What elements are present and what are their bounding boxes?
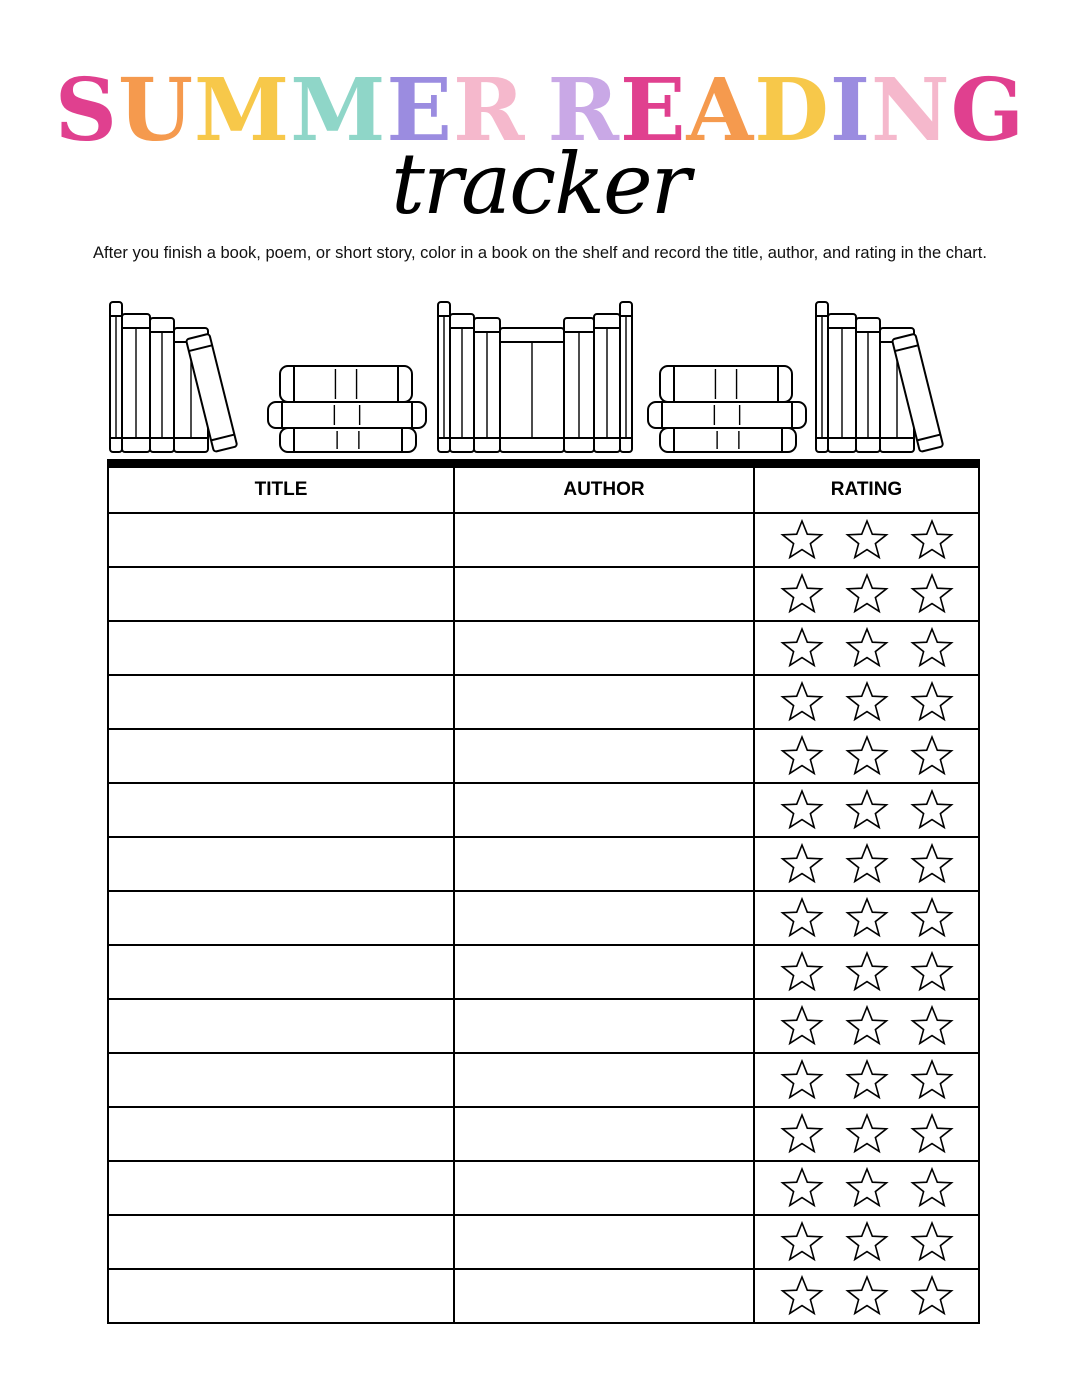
star-outline-icon[interactable] xyxy=(910,734,954,778)
author-cell[interactable] xyxy=(454,567,754,621)
title-cell[interactable] xyxy=(108,945,454,999)
star-outline-icon[interactable] xyxy=(780,1166,824,1210)
star-outline-icon[interactable] xyxy=(845,626,889,670)
title-cell[interactable] xyxy=(108,999,454,1053)
table-row xyxy=(108,1053,979,1107)
star-rating xyxy=(755,838,978,890)
star-rating xyxy=(755,1000,978,1052)
author-cell[interactable] xyxy=(454,1269,754,1323)
rating-cell xyxy=(754,621,979,675)
star-rating xyxy=(755,622,978,674)
title-letter: D xyxy=(754,60,830,161)
star-outline-icon[interactable] xyxy=(910,572,954,616)
rating-cell xyxy=(754,837,979,891)
star-outline-icon[interactable] xyxy=(845,950,889,994)
star-outline-icon[interactable] xyxy=(910,950,954,994)
star-outline-icon[interactable] xyxy=(845,896,889,940)
title-cell[interactable] xyxy=(108,1053,454,1107)
star-outline-icon[interactable] xyxy=(910,1166,954,1210)
rating-cell xyxy=(754,513,979,567)
rating-cell xyxy=(754,1269,979,1323)
column-header-author: AUTHOR xyxy=(454,464,754,514)
title-cell[interactable] xyxy=(108,891,454,945)
instructions-text: After you finish a book, poem, or short story, color in a book on the shelf and record the title, author, and rating in the chart. xyxy=(93,244,987,262)
table-row xyxy=(108,513,979,567)
rating-cell xyxy=(754,1053,979,1107)
title-cell[interactable] xyxy=(108,1269,454,1323)
star-outline-icon[interactable] xyxy=(910,1274,954,1318)
table-row xyxy=(108,783,979,837)
author-cell[interactable] xyxy=(454,783,754,837)
table-row xyxy=(108,621,979,675)
reading-table xyxy=(107,459,980,1324)
title-letter: E xyxy=(619,60,687,161)
author-cell[interactable] xyxy=(454,513,754,567)
title-cell[interactable] xyxy=(108,675,454,729)
star-outline-icon[interactable] xyxy=(780,1274,824,1318)
star-outline-icon[interactable] xyxy=(780,950,824,994)
star-outline-icon[interactable] xyxy=(845,842,889,886)
star-outline-icon[interactable] xyxy=(910,1112,954,1156)
table-row xyxy=(108,567,979,621)
table-row xyxy=(108,675,979,729)
title-cell[interactable] xyxy=(108,783,454,837)
author-cell[interactable] xyxy=(454,891,754,945)
title-cell[interactable] xyxy=(108,1215,454,1269)
title-cell[interactable] xyxy=(108,567,454,621)
star-rating xyxy=(755,676,978,728)
table-row xyxy=(108,1107,979,1161)
star-rating xyxy=(755,784,978,836)
title-letter: E xyxy=(386,60,453,161)
table-header-row xyxy=(108,464,979,514)
star-outline-icon[interactable] xyxy=(910,842,954,886)
author-cell[interactable] xyxy=(454,729,754,783)
author-cell[interactable] xyxy=(454,945,754,999)
rating-cell xyxy=(754,945,979,999)
star-outline-icon[interactable] xyxy=(910,788,954,832)
column-header-title: TITLE xyxy=(108,464,454,514)
star-rating xyxy=(755,1162,978,1214)
table-row xyxy=(108,1269,979,1323)
star-rating xyxy=(755,946,978,998)
column-header-rating: RATING xyxy=(754,464,979,514)
page-subtitle: tracker xyxy=(391,135,689,233)
title-letter: A xyxy=(686,60,755,161)
title-letter: S xyxy=(54,60,118,161)
star-rating xyxy=(755,1270,978,1322)
star-outline-icon[interactable] xyxy=(780,1112,824,1156)
star-rating xyxy=(755,730,978,782)
star-outline-icon[interactable] xyxy=(845,680,889,724)
star-outline-icon[interactable] xyxy=(845,1004,889,1048)
rating-cell xyxy=(754,1107,979,1161)
rating-cell xyxy=(754,891,979,945)
star-outline-icon[interactable] xyxy=(910,680,954,724)
author-cell[interactable] xyxy=(454,1107,754,1161)
star-outline-icon[interactable] xyxy=(780,1004,824,1048)
title-letter: M xyxy=(194,60,291,161)
title-letter: U xyxy=(118,60,194,161)
rating-cell xyxy=(754,675,979,729)
star-outline-icon[interactable] xyxy=(780,626,824,670)
title-letter: G xyxy=(950,60,1026,161)
star-rating xyxy=(755,1108,978,1160)
star-outline-icon[interactable] xyxy=(845,1220,889,1264)
star-outline-icon[interactable] xyxy=(845,518,889,562)
star-rating xyxy=(755,892,978,944)
star-outline-icon[interactable] xyxy=(845,734,889,778)
table-row xyxy=(108,891,979,945)
star-rating xyxy=(755,1054,978,1106)
rating-cell xyxy=(754,1215,979,1269)
author-cell[interactable] xyxy=(454,1053,754,1107)
rating-cell xyxy=(754,567,979,621)
star-outline-icon[interactable] xyxy=(910,1004,954,1048)
star-outline-icon[interactable] xyxy=(845,788,889,832)
rating-cell xyxy=(754,1161,979,1215)
author-cell[interactable] xyxy=(454,621,754,675)
star-rating xyxy=(755,514,978,566)
star-outline-icon[interactable] xyxy=(910,1058,954,1102)
rating-cell xyxy=(754,999,979,1053)
table-row xyxy=(108,837,979,891)
star-rating xyxy=(755,1216,978,1268)
star-outline-icon[interactable] xyxy=(780,680,824,724)
author-cell[interactable] xyxy=(454,675,754,729)
star-outline-icon[interactable] xyxy=(845,1166,889,1210)
star-outline-icon[interactable] xyxy=(780,572,824,616)
star-outline-icon[interactable] xyxy=(780,788,824,832)
title-cell[interactable] xyxy=(108,513,454,567)
title-letter: M xyxy=(290,60,387,161)
star-outline-icon[interactable] xyxy=(845,1112,889,1156)
star-outline-icon[interactable] xyxy=(845,572,889,616)
author-cell[interactable] xyxy=(454,1161,754,1215)
title-letter: N xyxy=(871,60,951,161)
table-row xyxy=(108,1215,979,1269)
star-outline-icon[interactable] xyxy=(780,734,824,778)
star-outline-icon[interactable] xyxy=(780,1058,824,1102)
star-outline-icon[interactable] xyxy=(780,518,824,562)
star-outline-icon[interactable] xyxy=(910,896,954,940)
star-outline-icon[interactable] xyxy=(910,518,954,562)
star-rating xyxy=(755,568,978,620)
rating-cell xyxy=(754,729,979,783)
star-outline-icon[interactable] xyxy=(780,896,824,940)
title-cell[interactable] xyxy=(108,729,454,783)
title-cell[interactable] xyxy=(108,621,454,675)
table-row xyxy=(108,945,979,999)
star-outline-icon[interactable] xyxy=(845,1058,889,1102)
title-letter: R xyxy=(547,60,620,161)
table-row xyxy=(108,999,979,1053)
star-outline-icon[interactable] xyxy=(780,1220,824,1264)
star-outline-icon[interactable] xyxy=(910,626,954,670)
star-outline-icon[interactable] xyxy=(845,1274,889,1318)
author-cell[interactable] xyxy=(454,1215,754,1269)
star-outline-icon[interactable] xyxy=(910,1220,954,1264)
bookshelf-icon xyxy=(0,290,1080,460)
title-cell[interactable] xyxy=(108,1107,454,1161)
title-letter: I xyxy=(829,60,872,161)
table-row xyxy=(108,729,979,783)
title-cell[interactable] xyxy=(108,837,454,891)
star-outline-icon[interactable] xyxy=(780,842,824,886)
table-row xyxy=(108,1161,979,1215)
title-cell[interactable] xyxy=(108,1161,454,1215)
author-cell[interactable] xyxy=(454,837,754,891)
rating-cell xyxy=(754,783,979,837)
title-letter: R xyxy=(452,60,526,161)
author-cell[interactable] xyxy=(454,999,754,1053)
